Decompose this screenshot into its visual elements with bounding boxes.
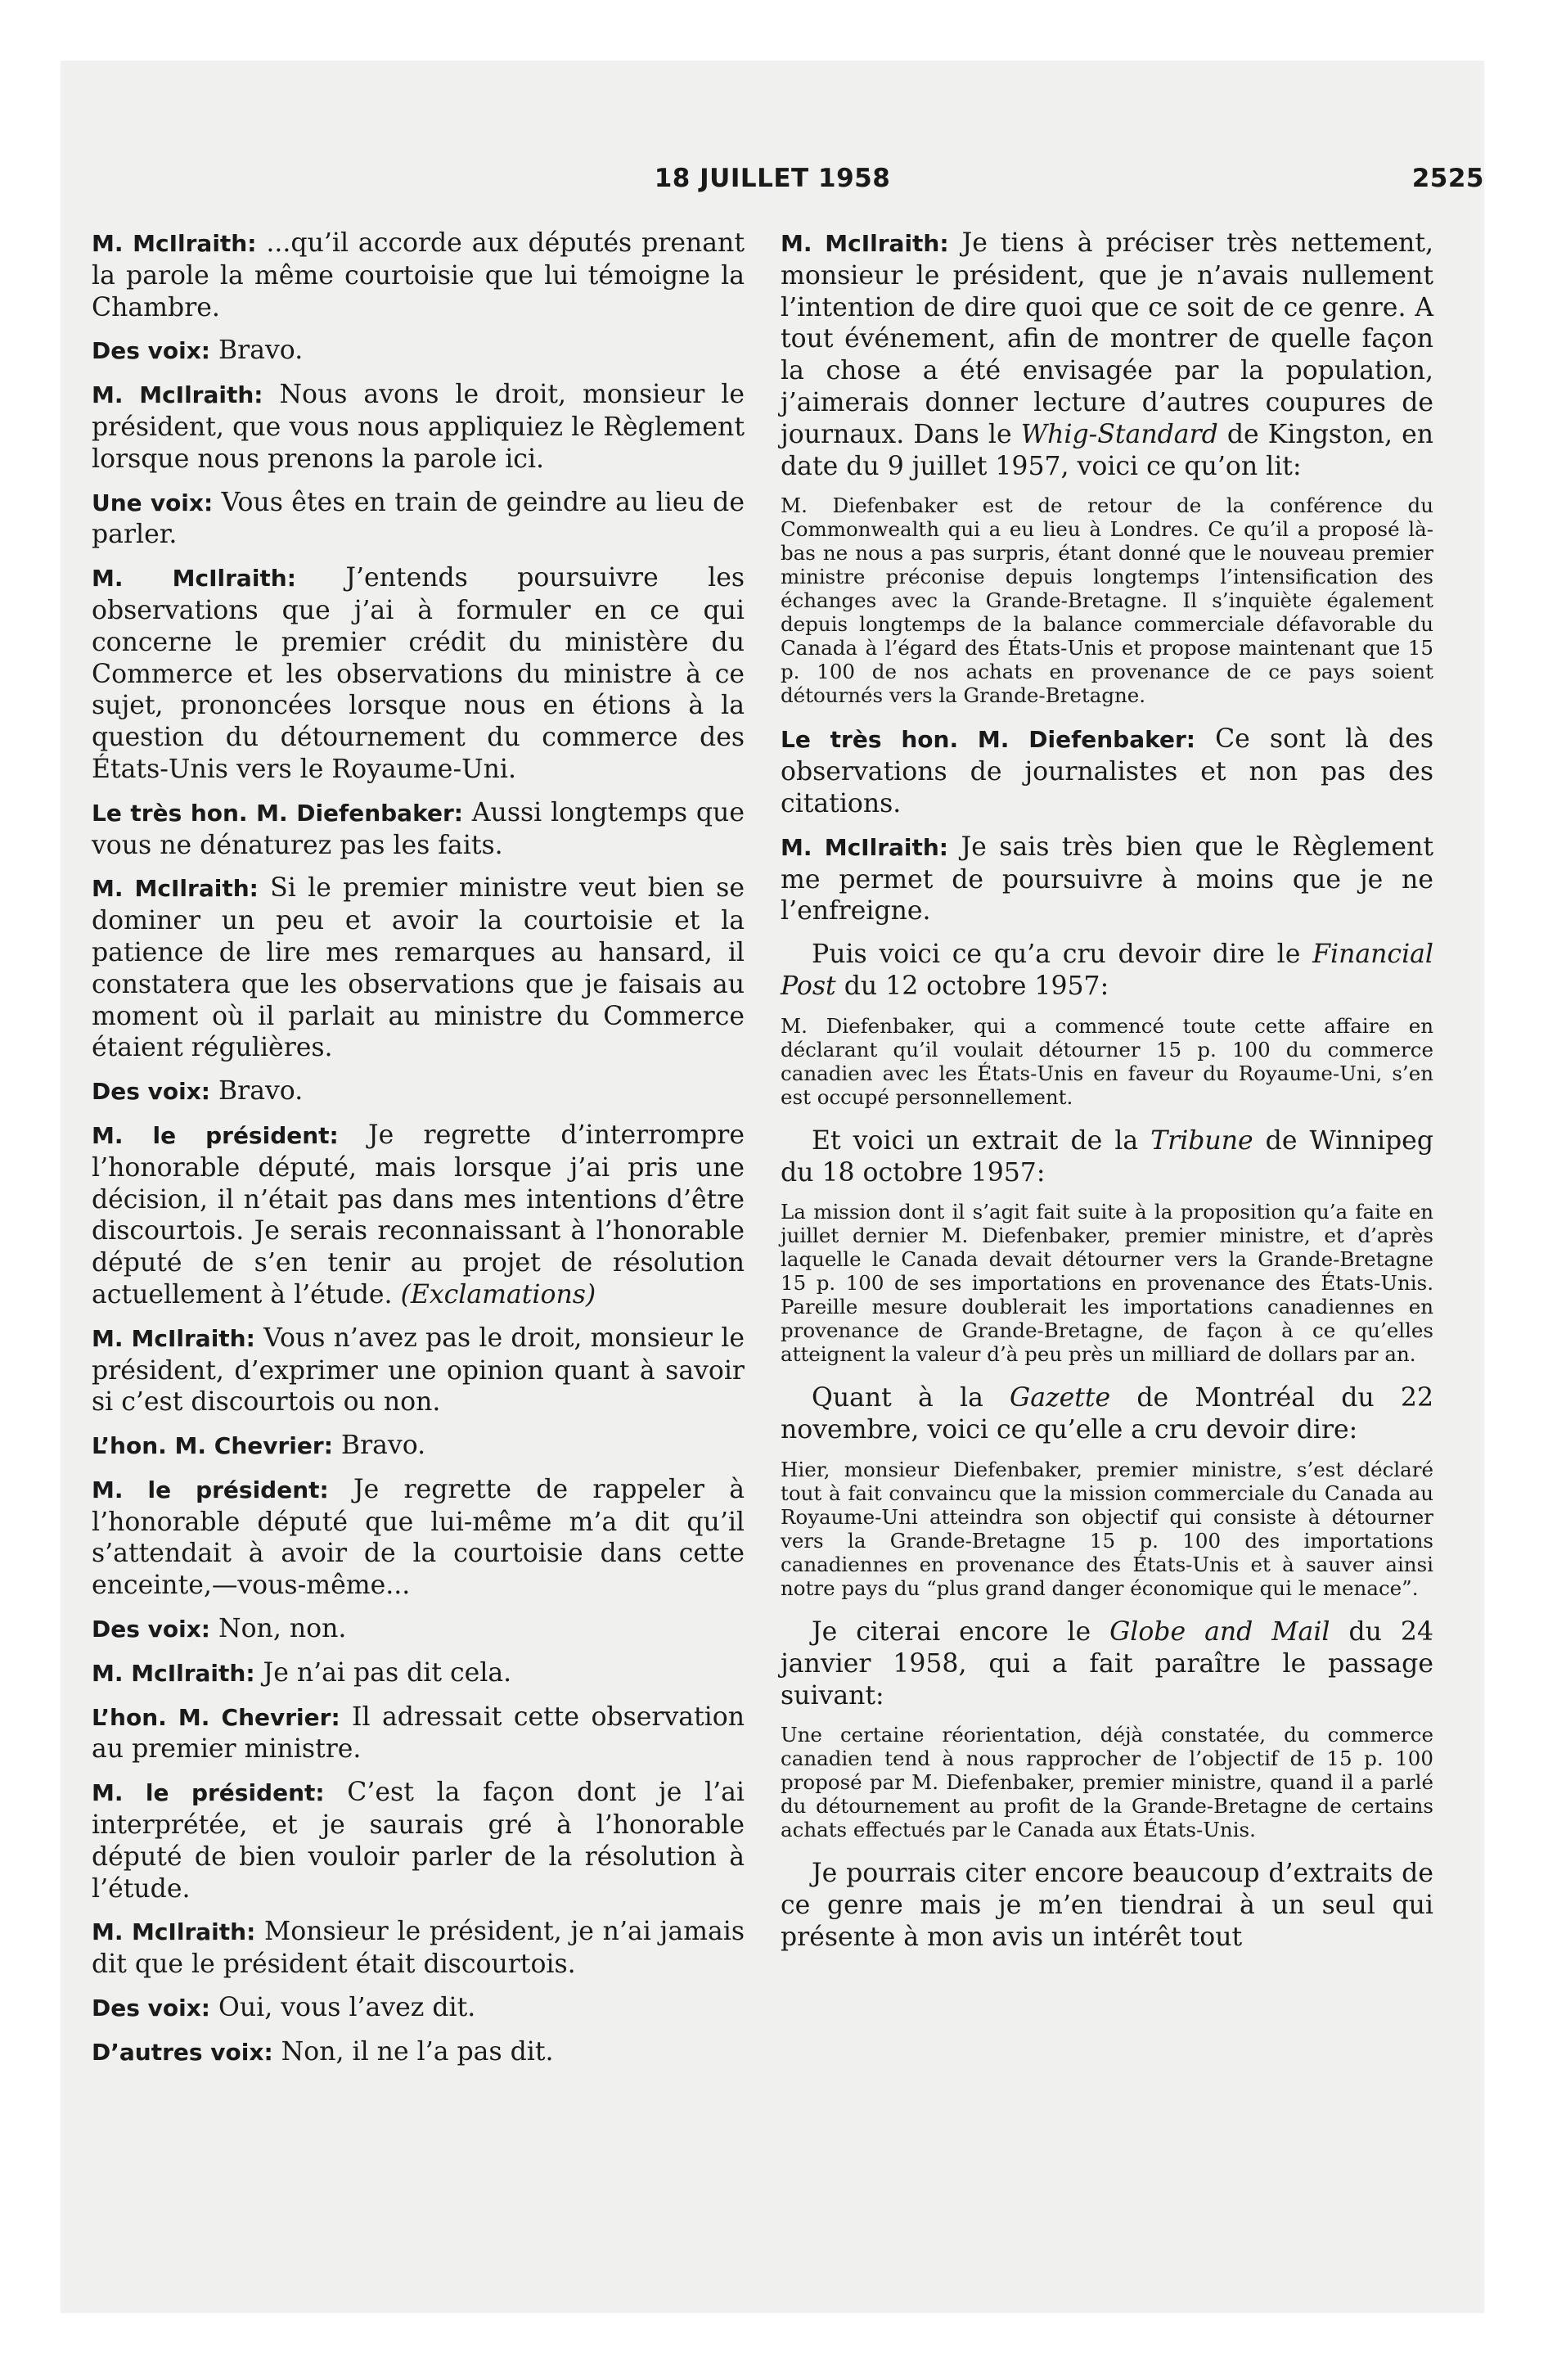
newspaper-title: Financial Post bbox=[781, 940, 1433, 1001]
speech-text: ...qu’il accorde aux députés prenant la parole la même courtoisie que lui témoigne la Chambre. bbox=[92, 228, 745, 322]
right-column bbox=[781, 228, 1433, 1965]
speech-text: Vous n’avez pas le droit, monsieur le président, d’exprimer une opinion quant à savoir si c’est discourtois ou non. bbox=[92, 1323, 745, 1418]
speech-paragraph bbox=[92, 1323, 745, 1418]
speech-text: Aussi longtemps que vous ne dénaturez pas les faits. bbox=[92, 797, 745, 860]
speech-text: C’est la façon dont je l’ai interprétée, et je saurais gré à l’honorable député de bien vouloir parler de la résolution à l’étude. bbox=[92, 1778, 745, 1904]
speech-paragraph bbox=[92, 1474, 745, 1602]
speech-text: Nous avons le droit, monsieur le président, que vous nous appliquiez le Règlement lorsque nous prenons la parole ici. bbox=[92, 380, 745, 474]
speaker-name: Des voix: bbox=[92, 1078, 210, 1106]
speech-text: Oui, vous l’avez dit. bbox=[210, 1993, 476, 2023]
speech-paragraph bbox=[781, 1125, 1433, 1189]
speaker-name: M. le président: bbox=[92, 1779, 325, 1807]
speaker-name: M. McIlraith: bbox=[92, 1659, 255, 1687]
press-quote bbox=[781, 494, 1433, 707]
session-date: 18 JUILLET 1958 bbox=[654, 164, 891, 193]
speech-text: Bravo. bbox=[210, 1076, 304, 1107]
speech-text: Quant à la bbox=[812, 1383, 1010, 1413]
speech-text: de Montréal du 22 novembre, voici ce qu’elle a cru devoir dire: bbox=[781, 1383, 1433, 1445]
speech-paragraph bbox=[92, 487, 745, 552]
speaker-name: L’hon. M. Chevrier: bbox=[92, 1432, 333, 1460]
speech-paragraph bbox=[92, 1702, 745, 1766]
speech-text: Il adressait cette observation au premier ministre. bbox=[92, 1702, 745, 1765]
speech-paragraph bbox=[92, 379, 745, 475]
speaker-name: Le très hon. M. Diefenbaker: bbox=[92, 799, 463, 827]
speaker-name: M. McIlraith: bbox=[92, 1918, 256, 1946]
speech-paragraph bbox=[92, 1916, 745, 1981]
speech-paragraph bbox=[92, 228, 745, 323]
speech-paragraph bbox=[781, 723, 1433, 819]
speech-paragraph bbox=[781, 939, 1433, 1003]
speaker-name: M. McIlraith: bbox=[92, 381, 263, 409]
speech-paragraph bbox=[781, 832, 1433, 927]
quote-text: M. Diefenbaker, qui a commencé toute cette affaire en déclarant qu’il voulait détourner 15 p. 100 du commerce canadien avec les États-Unis en faveur du Royaume-Uni, s’en est occupé personnellement. bbox=[781, 1013, 1433, 1109]
speech-text: Puis voici ce qu’a cru devoir dire le bbox=[812, 940, 1313, 970]
speech-text: J’entends poursuivre les observations que j’ai à formuler en ce qui concerne le premier crédit du ministère du Commerce et les observations du ministre à ce sujet, prononcées lorsque nous en étions à la question du détournement du commerce des États-Unis vers le Royaume-Uni. bbox=[92, 563, 745, 784]
speech-text: Ce sont là des observations de journalistes et non pas des citations. bbox=[781, 724, 1434, 818]
speech-paragraph bbox=[92, 2036, 745, 2069]
quote-text: La mission dont il s’agit fait suite à la proposition qu’a faite en juillet dernier M. Diefenbaker, premier ministre, et d’après laquelle le Canada devait détourner vers la Grande-Bretagne 15 p. 100 de ses importations en provenance des États-Unis. Pareille mesure doublerait les importations canadiennes en provenance de Grande-Bretagne, de façon à ce qu’elles atteignent la valeur d’à peu près un milliard de dollars par an. bbox=[781, 1200, 1433, 1367]
speaker-name: M. McIlraith: bbox=[92, 565, 296, 593]
press-quote bbox=[781, 1458, 1433, 1600]
speaker-name: Des voix: bbox=[92, 1616, 210, 1643]
page bbox=[61, 61, 1484, 2313]
press-quote bbox=[781, 1723, 1433, 1841]
speech-text: Je regrette de rappeler à l’honorable député que lui-même m’a dit qu’il s’attendait à avoir de la courtoisie dans cette enceinte,—vous-même... bbox=[92, 1474, 745, 1601]
speech-text: Je tiens à préciser très nettement, monsieur le président, que je n’avais nullement l’intention de dire quoi que ce soit de ce genre. A tout événement, afin de montrer de quelle façon la chose a été envisagée par la population, j’aimerais donner lecture d’autres coupures de journaux. Dans le bbox=[781, 228, 1434, 449]
speech-text: Si le premier ministre veut bien se dominer un peu et avoir la courtoisie et la patience de lire mes remarques au hansard, il constatera que les observations que je faisais au moment où il parlait au ministre du Commerce étaient régulières. bbox=[92, 873, 745, 1063]
speech-text: Bravo. bbox=[210, 336, 304, 366]
speech-paragraph bbox=[92, 1613, 745, 1646]
page-number: 2525 bbox=[1411, 164, 1484, 193]
speech-paragraph bbox=[92, 1120, 745, 1311]
newspaper-title: Gazette bbox=[1010, 1383, 1111, 1413]
speech-paragraph bbox=[92, 562, 745, 786]
speech-text: Monsieur le président, je n’ai jamais dit que le président était discourtois. bbox=[92, 1917, 745, 1980]
speech-text: Non, il ne l’a pas dit. bbox=[272, 2036, 554, 2067]
speech-paragraph bbox=[781, 1616, 1433, 1711]
speech-paragraph bbox=[92, 335, 745, 367]
speech-text: Non, non. bbox=[210, 1614, 347, 1644]
speech-paragraph bbox=[781, 1858, 1433, 1953]
speech-text: Vous êtes en train de geindre au lieu de parler. bbox=[92, 487, 745, 550]
speech-text: de Kingston, en date du 9 juillet 1957, voici ce qu’on lit: bbox=[781, 419, 1433, 481]
speaker-name: M. le président: bbox=[92, 1121, 339, 1149]
speech-paragraph bbox=[92, 1075, 745, 1108]
newspaper-title: Tribune bbox=[1150, 1125, 1253, 1156]
speech-text: du 24 janvier 1958, qui a fait paraître le passage suivant: bbox=[781, 1616, 1434, 1711]
speech-text: Je sais très bien que le Règlement me permet de poursuivre à moins que je ne l’enfreigne. bbox=[781, 832, 1433, 926]
quote-text: Hier, monsieur Diefenbaker, premier ministre, s’est déclaré tout à fait convaincu que la mission commerciale du Canada au Royaume-Uni atteindra son objectif qui consiste à détourner vers la Grande-Bretagne 15 p. 100 des importations canadiennes en provenance des États-Unis et à sauver ainsi notre pays du “plus grand danger économique qui le menace”. bbox=[781, 1457, 1433, 1600]
speaker-name: D’autres voix: bbox=[92, 2038, 273, 2066]
speaker-name: M. McIlraith: bbox=[781, 833, 949, 861]
speech-paragraph bbox=[781, 1382, 1433, 1446]
left-column bbox=[92, 228, 745, 2080]
speech-paragraph bbox=[92, 1430, 745, 1463]
newspaper-title: Whig-Standard bbox=[1020, 419, 1218, 449]
press-quote bbox=[781, 1200, 1433, 1366]
speaker-name: M. McIlraith: bbox=[92, 230, 257, 257]
press-quote bbox=[781, 1014, 1433, 1109]
speech-paragraph bbox=[92, 797, 745, 862]
speech-text: de Winnipeg du 18 octobre 1957: bbox=[781, 1125, 1433, 1188]
speech-text: du 12 octobre 1957: bbox=[835, 971, 1109, 1001]
newspaper-title: Globe and Mail bbox=[1109, 1616, 1330, 1647]
speech-text: Je citerai encore le bbox=[812, 1616, 1110, 1647]
speaker-name: L’hon. M. Chevrier: bbox=[92, 1703, 340, 1731]
speech-text: Je pourrais citer encore beaucoup d’extraits de ce genre mais je m’en tiendrai à un seul qui présente à mon avis un intérêt tout bbox=[781, 1859, 1433, 1952]
speech-paragraph bbox=[92, 872, 745, 1064]
speaker-name: M. McIlraith: bbox=[92, 1324, 255, 1352]
page-header bbox=[61, 164, 1484, 205]
speaker-name: M. le président: bbox=[92, 1476, 329, 1503]
quote-text: Une certaine réorientation, déjà constatée, du commerce canadien tend à nous rapprocher de l’objectif de 15 p. 100 proposé par M. Diefenbaker, premier ministre, quand il a parlé du détournement au profit de la Grande-Bretagne de certains achats effectués par le Canada aux États-Unis. bbox=[781, 1723, 1433, 1842]
speaker-name: Le très hon. M. Diefenbaker: bbox=[781, 726, 1195, 754]
speech-paragraph bbox=[92, 1777, 745, 1904]
speech-paragraph bbox=[781, 228, 1433, 482]
speaker-name: M. McIlraith: bbox=[92, 875, 259, 903]
speech-text: Bravo. bbox=[332, 1431, 426, 1461]
speaker-name: Des voix: bbox=[92, 1995, 210, 2022]
speaker-name: M. McIlraith: bbox=[781, 230, 949, 257]
speech-text: Je n’ai pas dit cela. bbox=[254, 1657, 512, 1688]
speech-paragraph bbox=[92, 1657, 745, 1690]
speaker-name: Une voix: bbox=[92, 489, 214, 516]
quote-text: M. Diefenbaker est de retour de la conférence du Commonwealth qui a eu lieu à Londres. Ce qu’il a proposé là-bas ne nous a pas surpris, étant donné que le nouveau premier ministre préconise depuis longtemps l’intensification des échanges avec la Grande-Bretagne. Il s’inquiète également depuis longtemps de la balance commerciale défavorable du Canada à l’égard des États-Unis et propose maintenant que 15 p. 100 de nos achats en provenance de ce pays soient détournés vers la Grande-Bretagne. bbox=[781, 494, 1433, 708]
speech-paragraph bbox=[92, 1992, 745, 2025]
speaker-name: Des voix: bbox=[92, 337, 210, 365]
speech-text: Je regrette d’interrompre l’honorable député, mais lorsque j’ai pris une décision, il n’était pas dans mes intentions d’être discourtois. Je serais reconnaissant à l’honorable député de s’en tenir au projet de résolution actuellement à l’étude. bbox=[92, 1120, 745, 1309]
speech-text: Et voici un extrait de la bbox=[812, 1125, 1151, 1156]
speech-exclamation: (Exclamations) bbox=[400, 1279, 596, 1309]
